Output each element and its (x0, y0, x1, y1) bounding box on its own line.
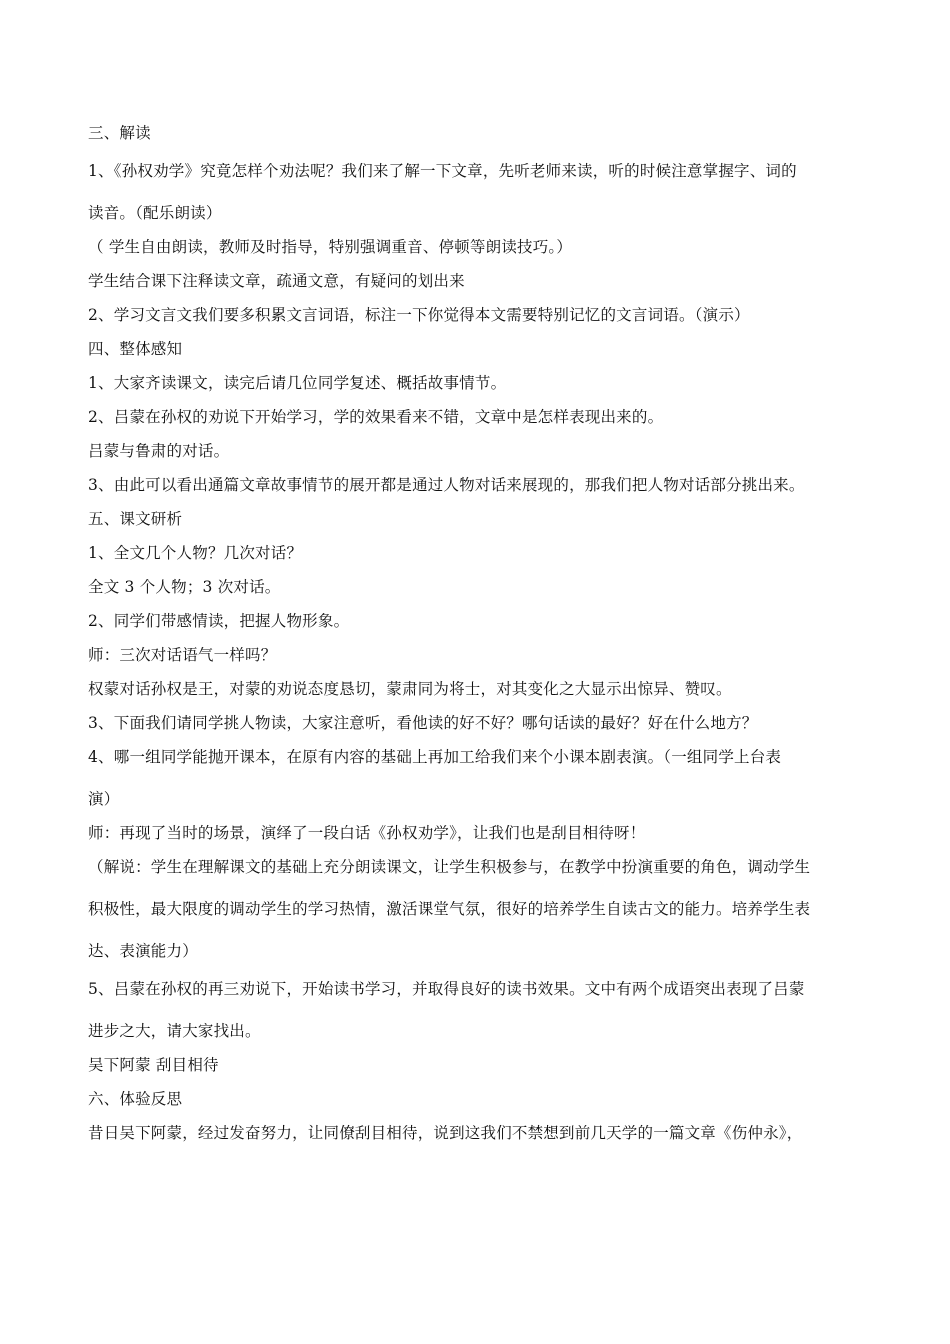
heading-text-analysis: 五、课文研析 (88, 510, 183, 528)
heading-reflection: 六、体验反思 (88, 1090, 183, 1108)
paragraph-line: 4、哪一组同学能抛开课本，在原有内容的基础上再加工给我们来个小课本剧表演。（一组同学上台表 (88, 748, 782, 766)
paragraph-line: 全文 3 个人物；3 次对话。 (88, 578, 281, 596)
heading-overall-perception: 四、整体感知 (88, 340, 183, 358)
paragraph-line: 吴下阿蒙 刮目相待 (88, 1056, 219, 1074)
paragraph-line: 演） (88, 790, 120, 808)
paragraph-line: 师：再现了当时的场景，演绎了一段白话《孙权劝学》，让我们也是刮目相待呀！ (88, 824, 646, 842)
paragraph-line: 吕蒙与鲁肃的对话。 (88, 442, 230, 460)
paragraph-line: 5、吕蒙在孙权的再三劝说下，开始读书学习，并取得良好的读书效果。文中有两个成语突出表现了吕蒙 (88, 980, 805, 998)
paragraph-line: 学生结合课下注释读文章，疏通文意，有疑问的划出来 (88, 272, 465, 290)
paragraph-line: 2、学习文言文我们要多积累文言词语，标注一下你觉得本文需要特别记忆的文言词语。（演示） (88, 306, 750, 324)
paragraph-line: 师：三次对话语气一样吗？ (88, 646, 277, 664)
paragraph-line: 读音。（配乐朗读） (88, 204, 222, 222)
paragraph-line: 2、同学们带感情读，把握人物形象。 (88, 612, 350, 630)
paragraph-line: 1、全文几个人物？几次对话？ (88, 544, 303, 562)
paragraph-line: 权蒙对话孙权是王，对蒙的劝说态度恳切，蒙肃同为将士，对其变化之大显示出惊异、赞叹。 (88, 680, 732, 698)
paragraph-line: 2、吕蒙在孙权的劝说下开始学习，学的效果看来不错，文章中是怎样表现出来的。 (88, 408, 664, 426)
paragraph-line: （解说：学生在理解课文的基础上充分朗读课文，让学生积极参与，在教学中扮演重要的角色，调动学生 (88, 858, 811, 876)
paragraph-line: 3、下面我们请同学挑人物读，大家注意听，看他读的好不好？哪句话读的最好？好在什么地方？ (88, 714, 758, 732)
document-body (88, 123, 868, 1143)
paragraph-line: 达、表演能力） (88, 942, 198, 960)
paragraph-line: 积极性，最大限度的调动学生的学习热情，激活课堂气氛，很好的培养学生自读古文的能力。培养学生表 (88, 900, 811, 918)
heading-interpretation: 三、解读 (88, 124, 151, 142)
paragraph-line: 进步之大，请大家找出。 (88, 1022, 261, 1040)
paragraph-line: 昔日吴下阿蒙，经过发奋努力，让同僚刮目相待，说到这我们不禁想到前几天学的一篇文章《伤仲永》， (88, 1124, 803, 1142)
paragraph-line: 1、《孙权劝学》究竟怎样个劝法呢？我们来了解一下文章，先听老师来读，听的时候注意掌握字、词的 (88, 162, 797, 180)
paragraph-line: （ 学生自由朗读，教师及时指导，特别强调重音、停顿等朗读技巧。） (88, 238, 573, 256)
paragraph-line: 3、由此可以看出通篇文章故事情节的展开都是通过人物对话来展现的，那我们把人物对话部分挑出来。 (88, 476, 805, 494)
paragraph-line: 1、大家齐读课文，读完后请几位同学复述、概括故事情节。 (88, 374, 507, 392)
